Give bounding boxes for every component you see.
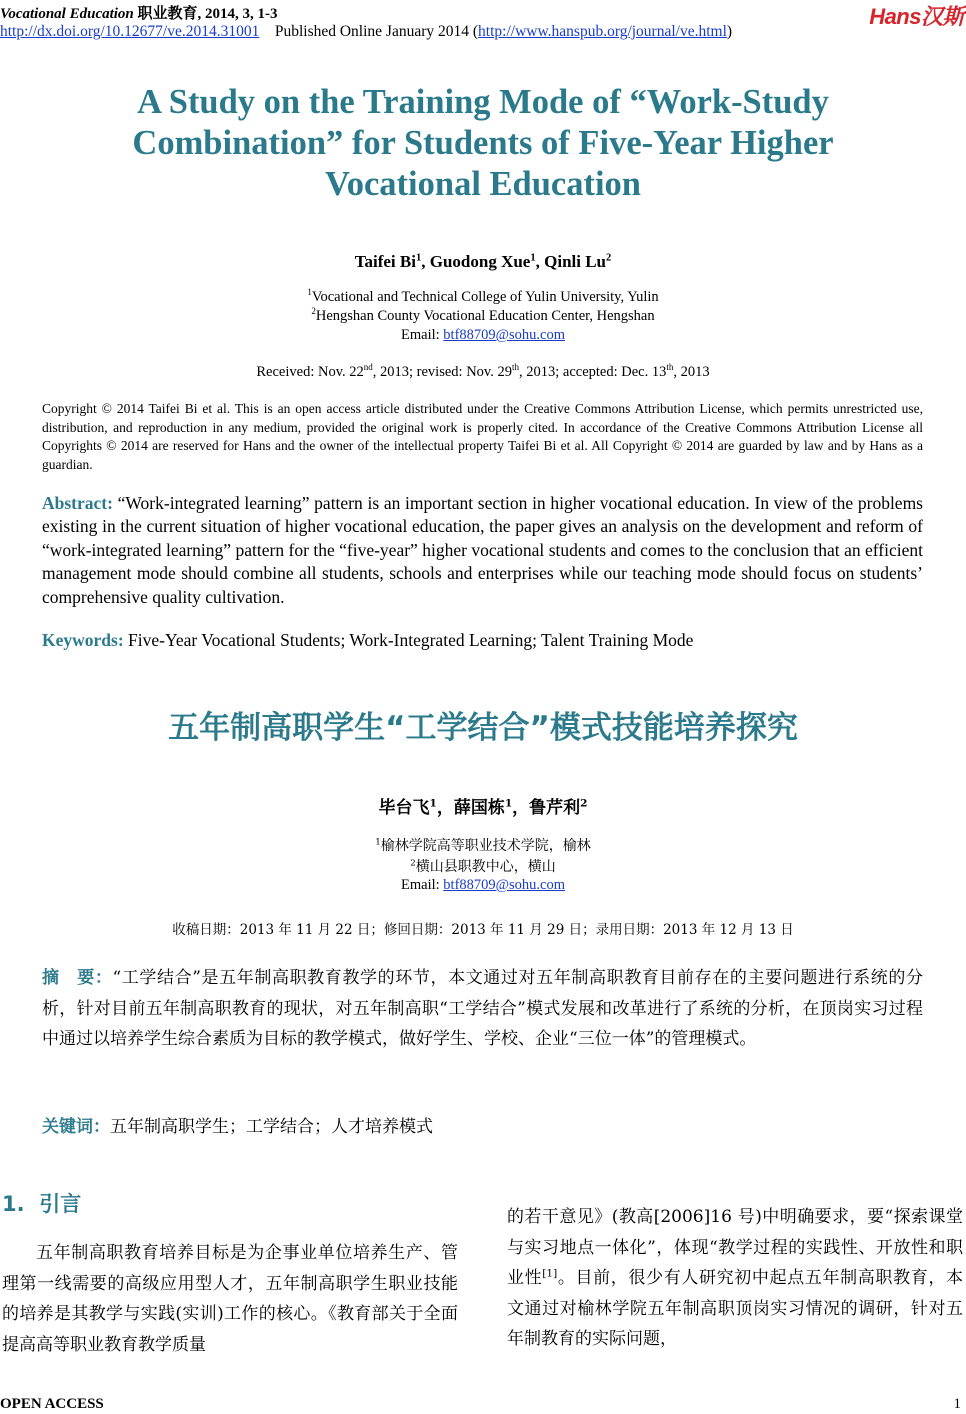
received-text: , 2013 [673,364,710,380]
email-link-cn[interactable]: btf88709@sohu.com [443,877,565,893]
abstract-text-cn: “工学结合”是五年制高职教育教学的环节，本文通过对五年制高职教育目前存在的主要问题进行系统的分析，针对目前五年制高职教育的现状，对五年制高职“工学结合”模式发展和改革进行了系统的分析，在顶岗实习过程中通过以培养学生综合素质为目标的教学模式，做好学生、学校、企业“三位一体”的管理模式。 [42,968,923,1049]
body-text: 。目前，很少有人研究初中起点五年制高职教育，本文通过对榆林学院五年制高职顶岗实习情况的调研，针对五年制教育的实际问题， [507,1268,964,1349]
author-sup: 2 [580,797,588,810]
affiliation-cn-2 [0,856,966,876]
paper-title: A Study on the Training Mode of “Work-Study Combination” for Students of Five-Year Higher Vocational Education [132,83,834,203]
abstract-label: Abstract: [42,493,113,513]
keywords-en [42,630,923,651]
received-sup: th [666,362,674,373]
author-name-cn: 薛国栋 [453,798,505,818]
body-text: 的若干意见》(教高[2006]16 号)中明确要求，要“探索课堂与实习地点一体化”，体现“教学过程的实践性、开放性和职业性 [507,1207,963,1288]
author-sup: 1 [415,252,422,264]
keywords-text: Five-Year Vocational Students; Work-Integrated Learning; Talent Training Mode [123,630,694,650]
affil-sup: 2 [410,858,416,869]
running-header [0,2,278,23]
author-name-cn: 鲁芹利 [529,798,581,818]
author-name: Taifei Bi [354,252,416,271]
keywords-cn [42,1112,923,1137]
author-sup: 1 [504,797,513,810]
author-sup: 1 [530,252,536,264]
email-label: Email: [401,877,444,893]
affiliation-1 [0,289,966,306]
affil-sup: 1 [307,287,312,298]
section-title: 引言 [39,1192,82,1216]
author-name: Qinli Lu [544,252,607,271]
received-text: Received: Nov. 22 [256,364,364,380]
received-dates [0,364,966,381]
published-suffix: ) [726,23,733,40]
abstract-label-cn: 摘 要： [42,968,113,988]
author-sep: ， [512,798,530,818]
author-list-cn [0,793,966,818]
open-access-label: OPEN ACCESS [0,1396,104,1412]
doi-line [0,23,732,41]
affil-text-cn: 榆林学院高等职业技术学院，榆林 [380,838,591,854]
abstract-en [42,492,923,609]
received-text: , 2013; revised: Nov. 29 [372,364,512,380]
email-line-cn [0,877,966,894]
journal-url-link[interactable]: http://www.hanspub.org/journal/ve.html [478,23,727,40]
abstract-text: “Work-integrated learning” pattern is an important section in higher vocational education. In view of the problems existing in the current situation of higher vocational education, the paper gives an analysis on the development and reform of “work-integrated learning” pattern for the “five-year” higher vocational students and comes to the conclusion that an efficient management mode should combine all students, schools and enterprises while our teaching mode should focus on students’ comprehensive quality cultivation. [42,493,923,607]
author-sep: ， [436,798,454,818]
author-sup: 2 [606,252,612,264]
affil-sup: 2 [311,306,316,317]
author-name-cn: 毕台飞 [378,798,430,818]
body-column-right [507,1202,963,1355]
keywords-text-cn: 五年制高职学生；工学结合；人才培养模式 [110,1117,433,1137]
received-sup: th [511,362,519,373]
received-sup: nd [363,362,373,373]
affil-sup: 1 [375,837,381,848]
section-number: 1. [2,1192,25,1216]
abstract-cn [42,963,923,1055]
received-text: , 2013; accepted: Dec. 13 [518,364,667,380]
journal-name-cn: 职业教育 [137,6,198,22]
body-column-left: 五年制高职教育培养目标是为企事业单位培养生产、管理第一线需要的高级应用型人才，五年制高职学生职业技能的培养是其教学与实践(实训)工作的核心。《教育部关于全面提高高等职业教育教学质量 [2,1243,458,1355]
journal-issue: , 2014, 3, 1-3 [197,6,278,22]
email-label: Email: [401,327,444,343]
paper-title-cn: 五年制高职学生“工学结合”模式技能培养探究 [168,710,798,746]
page-number: 1 [953,1396,961,1412]
affil-text-cn: 横山县职教中心，横山 [415,859,556,875]
email-line [0,327,966,344]
affiliation-cn-1 [0,835,966,855]
affiliation-2 [0,308,966,325]
doi-link[interactable]: http://dx.doi.org/10.12677/ve.2014.31001 [0,23,260,40]
section-heading [2,1188,81,1218]
affil-text: Hengshan County Vocational Education Center, Hengshan [315,308,655,324]
keywords-label: Keywords: [42,630,124,650]
copyright-notice: Copyright © 2014 Taifei Bi et al. This is an open access article distributed under the Creative Commons Attribution License, which permits unrestricted use, distribution, and reproduction in any medium, provided the original work is properly cited. In accordance of the Creative Commons Attribution License all Copyrights © 2014 are reserved for Hans and the owner of the intellectual property Taifei Bi et al. All Copyright © 2014 are guarded by law and by Hans as a guardian. [42,401,923,472]
keywords-label-cn: 关键词： [42,1117,110,1137]
received-dates-cn: 收稿日期：2013 年 11 月 22 日；修回日期：2013 年 11 月 29 日；录用日期：2013 年 12 月 13 日 [172,922,794,938]
author-name: Guodong Xue [429,252,531,271]
citation-ref[interactable]: [1] [542,1267,558,1280]
affil-text: Vocational and Technical College of Yulin University, Yulin [311,289,659,305]
hans-logo: Hans汉斯 [869,4,964,29]
journal-name: Vocational Education [0,6,134,22]
author-sup: 1 [429,797,437,810]
author-list: Taifei Bi$^1$, Guodong Xue$^1$, Qinli Lu$^2$ [354,252,612,271]
email-link[interactable]: btf88709@sohu.com [443,327,565,343]
published-prefix: Published Online January 2014 ( [274,23,479,40]
